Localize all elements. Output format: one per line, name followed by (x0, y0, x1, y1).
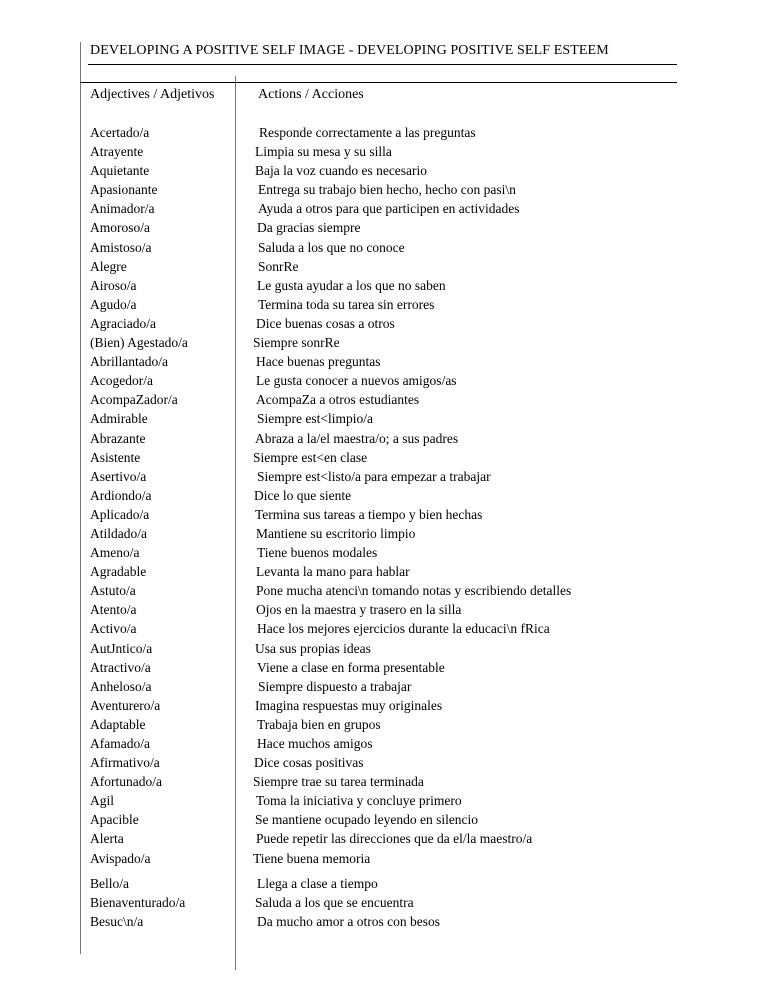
action-item: Siempre est<limpio/a (257, 411, 373, 427)
adjective-item: Afortunado/a (90, 774, 162, 790)
adjectives-list-a (90, 123, 188, 868)
action-item: Le gusta ayudar a los que no saben (257, 277, 446, 293)
action-item: Dice lo que siente (254, 487, 352, 503)
action-item: Tiene buena memoria (253, 850, 371, 866)
adjective-item: Ardiondo/a (90, 487, 152, 503)
action-item: Baja la voz cuando es necesario (255, 163, 428, 179)
action-item: Da gracias siempre (257, 220, 361, 236)
action-item: Ayuda a otros para que participen en actividades (258, 201, 520, 217)
action-item: Siempre est<listo/a para empezar a trabajar (257, 468, 491, 484)
action-item: Da mucho amor a otros con besos (257, 914, 440, 930)
adjective-item: Apacible (90, 812, 139, 828)
adjective-item: Aquietante (90, 163, 150, 179)
adjective-item: Bienaventurado/a (90, 895, 186, 911)
column-divider (235, 76, 236, 970)
adjective-item: Bello/a (90, 876, 129, 891)
actions-list-a (253, 123, 571, 868)
action-item: Entrega su trabajo bien hecho, hecho con pasi\n (258, 182, 516, 198)
action-item: Responde correctamente a las preguntas (259, 125, 476, 140)
action-item: Termina sus tareas a tiempo y bien hechas (255, 506, 483, 522)
action-item: Tiene buenos modales (257, 545, 378, 561)
adjectives-list-b (90, 874, 185, 931)
adjective-item: Agudo/a (90, 296, 137, 312)
adjective-item: Atildado/a (90, 525, 147, 541)
adjective-item: Alegre (90, 258, 127, 274)
adjective-item: Asistente (90, 449, 141, 465)
adjective-item: (Bien) Agestado/a (90, 335, 188, 351)
adjective-item: AutJntico/a (90, 640, 153, 656)
adjective-item: Atento/a (90, 602, 137, 618)
adjective-item: Acertado/a (90, 125, 150, 140)
actions-header: Actions / Acciones (258, 87, 364, 102)
adjective-item: Animador/a (90, 201, 155, 217)
action-item: Se mantiene ocupado leyendo en silencio (255, 812, 479, 828)
adjective-item: Afirmativo/a (90, 755, 160, 771)
title-underline (88, 64, 677, 65)
action-item: SonrRe (258, 258, 299, 274)
adjective-item: Agradable (90, 564, 147, 580)
adjective-item: Avispado/a (90, 850, 151, 866)
action-item: Llega a clase a tiempo (257, 876, 378, 891)
adjective-item: Amistoso/a (90, 239, 152, 255)
action-item: Toma la iniciativa y concluye primero (256, 793, 462, 809)
adjective-item: Admirable (90, 411, 148, 427)
adjective-item: Agraciado/a (90, 315, 156, 331)
adjective-item: Alerta (90, 831, 124, 847)
action-item: Saluda a los que se encuentra (255, 895, 414, 911)
action-item: Siempre est<en clase (253, 449, 368, 465)
adjective-item: Atrayente (90, 144, 144, 160)
action-item: Pone mucha atenci\n tomando notas y escribiendo detalles (256, 583, 572, 599)
action-item: Viene a clase en forma presentable (257, 659, 445, 675)
adjective-item: Anheloso/a (90, 678, 152, 694)
adjective-item: Besuc\n/a (90, 914, 144, 930)
action-item: Dice buenas cosas a otros (256, 315, 395, 331)
action-item: Puede repetir las direcciones que da el/la maestro/a (256, 831, 533, 847)
action-item: Le gusta conocer a nuevos amigos/as (256, 373, 457, 389)
action-item: Siempre trae su tarea terminada (253, 774, 424, 790)
adjective-item: Astuto/a (90, 583, 136, 599)
adjective-item: Aplicado/a (90, 506, 150, 522)
action-item: Abraza a la/el maestra/o; a sus padres (255, 430, 459, 446)
action-item: Saluda a los que no conoce (258, 239, 405, 255)
adjective-item: Adaptable (90, 716, 146, 732)
action-item: Imagina respuestas muy originales (255, 697, 443, 713)
adjective-item: Abrazante (90, 430, 146, 446)
adjective-item: Ameno/a (90, 545, 140, 561)
action-item: Hace muchos amigos (257, 736, 373, 751)
action-item: Termina toda su tarea sin errores (258, 296, 435, 312)
action-item: Ojos en la maestra y trasero en la silla (256, 602, 462, 618)
action-item: Levanta la mano para hablar (256, 564, 410, 580)
actions-list-b (253, 874, 440, 931)
adjectives-header: Adjectives / Adjetivos (90, 87, 215, 102)
action-item: Hace buenas preguntas (256, 354, 381, 370)
adjective-item: Amoroso/a (90, 220, 150, 236)
adjective-item: Afamado/a (90, 736, 150, 751)
action-item: Limpia su mesa y su silla (255, 144, 392, 160)
adjective-item: Aventurero/a (90, 697, 161, 713)
adjective-item: Atractivo/a (90, 659, 151, 675)
adjective-item: Abrillantado/a (90, 354, 168, 370)
action-item: AcompaZa a otros estudiantes (256, 392, 420, 408)
action-item: Hace los mejores ejercicios durante la educaci\n fRica (257, 621, 550, 637)
action-item: Usa sus propias ideas (255, 640, 371, 656)
adjective-item: Activo/a (90, 621, 137, 637)
adjective-item: AcompaZador/a (90, 392, 178, 408)
header-rule (80, 82, 677, 83)
action-item: Trabaja bien en grupos (257, 716, 381, 732)
action-item: Siempre dispuesto a trabajar (258, 678, 412, 694)
left-margin-rule (80, 42, 81, 954)
adjective-item: Airoso/a (90, 277, 137, 293)
action-item: Siempre sonrRe (253, 335, 340, 351)
page-title: DEVELOPING A POSITIVE SELF IMAGE - DEVELOPING POSITIVE SELF ESTEEM (90, 43, 609, 58)
adjective-item: Acogedor/a (90, 373, 153, 389)
adjective-item: Agil (90, 793, 115, 809)
action-item: Dice cosas positivas (254, 755, 364, 771)
action-item: Mantiene su escritorio limpio (256, 525, 416, 541)
adjective-item: Asertivo/a (90, 468, 147, 484)
adjective-item: Apasionante (90, 182, 158, 198)
